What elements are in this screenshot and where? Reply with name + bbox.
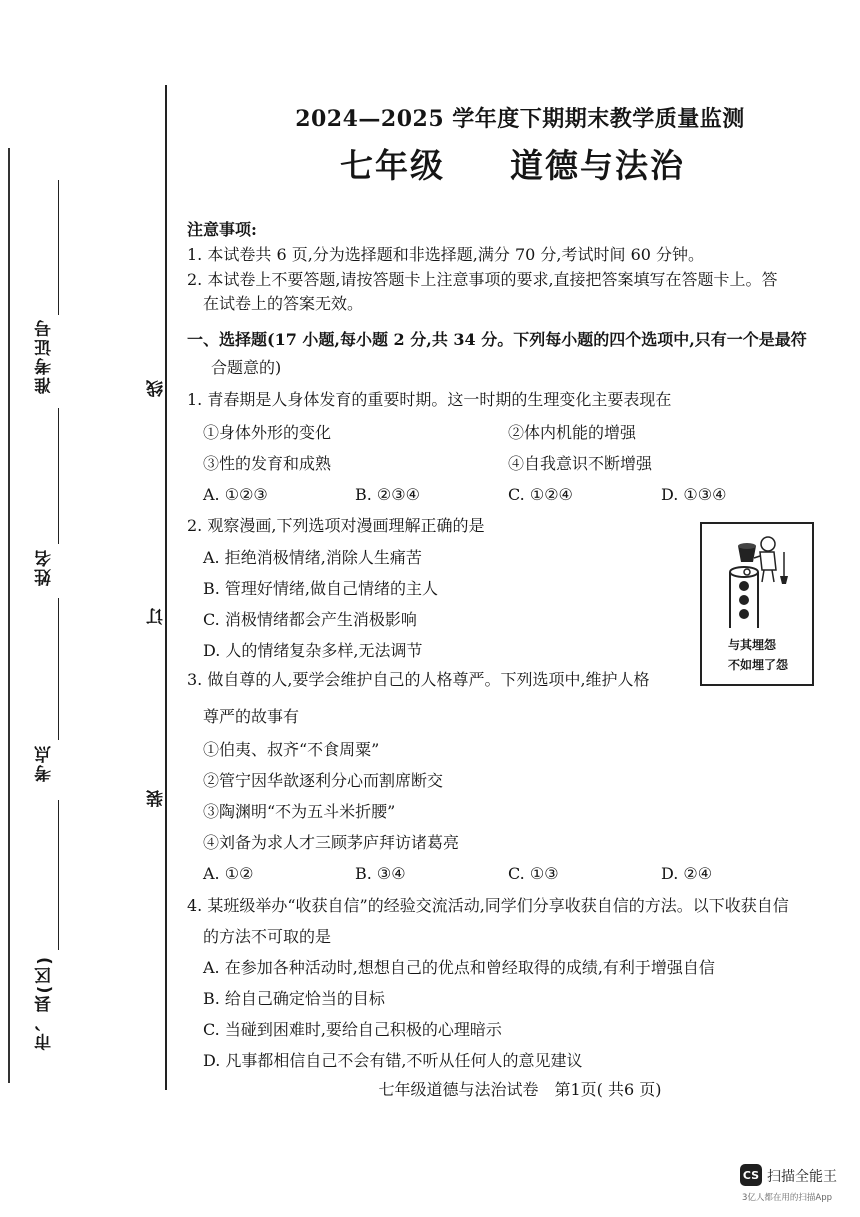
- county-blank: [58, 800, 59, 950]
- notice-heading: 注意事项:: [187, 220, 257, 239]
- question-stem-cont: 尊严的故事有: [203, 707, 300, 726]
- question-stem: 3. 做自尊的人,要学会维护自己的人格尊严。下列选项中,维护人格: [187, 670, 650, 689]
- answer-option: C. 消极情绪都会产生消极影响: [203, 610, 417, 629]
- cut-mark-staple: 装: [147, 790, 167, 807]
- answer-option: D. 凡事都相信自己不会有错,不听从任何人的意见建议: [203, 1051, 583, 1070]
- answer-option: C. ①②④: [508, 485, 573, 504]
- answer-option: D. 人的情绪复杂多样,无法调节: [203, 641, 423, 660]
- answer-option: C. ①③: [508, 864, 559, 883]
- camscanner-logo-icon: CS: [740, 1164, 762, 1186]
- notice-item: 1. 本试卷共 6 页,分为选择题和非选择题,满分 70 分,考试时间 60 分钟。: [187, 245, 705, 264]
- cartoon-caption: 与其埋怨: [728, 638, 777, 652]
- cut-mark-bind: 订: [147, 608, 167, 625]
- statement-item: ①身体外形的变化: [203, 423, 332, 442]
- question-stem-cont: 的方法不可取的是: [203, 927, 332, 946]
- section-heading-cont: 合题意的): [211, 358, 282, 377]
- statement-item: ④刘备为求人才三顾茅庐拜访诸葛亮: [203, 833, 460, 852]
- question-stem: 2. 观察漫画,下列选项对漫画理解正确的是: [187, 516, 485, 535]
- section-heading: 一、选择题(17 小题,每小题 2 分,共 34 分。下列每小题的四个选项中,只有一个是最符: [187, 330, 807, 349]
- cartoon-image: [700, 522, 814, 686]
- page-footer: 七年级道德与法治试卷 第1页( 共6 页): [378, 1080, 662, 1099]
- notice-item: 2. 本试卷上不要答题,请按答题卡上注意事项的要求,直接把答案填写在答题卡上。答: [187, 270, 778, 289]
- statement-item: ③陶渊明“不为五斗米折腰”: [203, 802, 396, 821]
- name-label: 姓名: [35, 548, 55, 586]
- binding-line-inner: [165, 85, 167, 1090]
- statement-item: ④自我意识不断增强: [508, 454, 653, 473]
- answer-option: B. 给自己确定恰当的目标: [203, 989, 385, 1008]
- answer-option: D. ②④: [661, 864, 713, 883]
- answer-option: B. 管理好情绪,做自己情绪的主人: [203, 579, 439, 598]
- subject-title: 道德与法治: [510, 146, 685, 185]
- county-label: 市、县(区): [35, 955, 55, 1051]
- exam-title: 2024—2025 学年度下期期末教学质量监测: [295, 106, 745, 132]
- statement-item: ②管宁因华歆逐利分心而割席断交: [203, 771, 444, 790]
- camscanner-name: 扫描全能王: [767, 1169, 837, 1185]
- cut-mark-line: 线: [147, 380, 167, 397]
- exam-number-label: 准考证号: [35, 318, 55, 394]
- answer-option: A. 拒绝消极情绪,消除人生痛苦: [203, 548, 422, 567]
- exam-site-blank: [58, 598, 59, 740]
- exam-number-blank: [58, 180, 59, 315]
- grade-title: 七年级: [340, 146, 445, 185]
- cartoon-drawing-icon: [702, 524, 812, 634]
- answer-option: B. ③④: [355, 864, 406, 883]
- notice-item: 在试卷上的答案无效。: [203, 294, 364, 313]
- answer-option: B. ②③④: [355, 485, 420, 504]
- statement-item: ②体内机能的增强: [508, 423, 637, 442]
- cartoon-caption: 不如埋了怨: [728, 658, 789, 672]
- answer-option: C. 当碰到困难时,要给自己积极的心理暗示: [203, 1020, 502, 1039]
- answer-option: A. 在参加各种活动时,想想自己的优点和曾经取得的成绩,有利于增强自信: [203, 958, 715, 977]
- answer-option: D. ①③④: [661, 485, 727, 504]
- camscanner-tagline: 3亿人都在用的扫描App: [742, 1193, 833, 1203]
- binding-line-outer: [8, 148, 10, 1083]
- exam-site-label: 考点: [35, 744, 55, 782]
- answer-option: A. ①②: [203, 864, 254, 883]
- answer-option: A. ①②③: [203, 485, 268, 504]
- name-blank: [58, 408, 59, 544]
- statement-item: ①伯夷、叔齐“不食周粟”: [203, 740, 380, 759]
- question-stem: 1. 青春期是人身体发育的重要时期。这一时期的生理变化主要表现在: [187, 390, 672, 409]
- question-stem: 4. 某班级举办“收获自信”的经验交流活动,同学们分享收获自信的方法。以下收获自信: [187, 896, 789, 915]
- statement-item: ③性的发育和成熟: [203, 454, 332, 473]
